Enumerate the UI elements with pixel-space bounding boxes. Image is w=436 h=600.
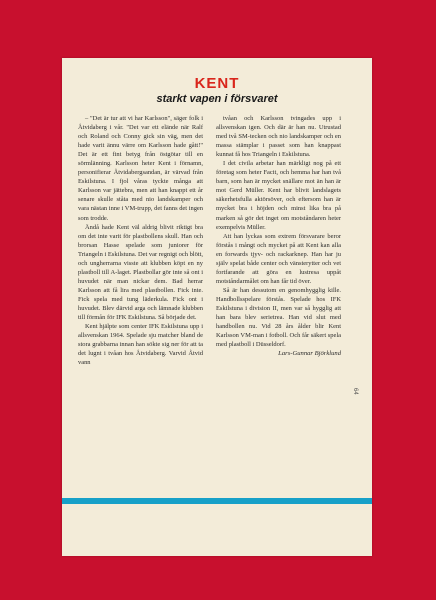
right-paragraph-2: I det civila arbetar han märkligt nog på ett företag som heter Facit, och hemma har han två barn, som han är mycket snällare mot än han är mot Gerd Müller. Kent har blivit landslagets säkerhetsfulla aktörsöver, och eftersom han är mycket bra i höjden och minst lika bra på marken så gör det inget om motståndaren heter exempelvis Müller.	[216, 160, 341, 231]
left-paragraph-3: Kent hjälpte som center IFK Eskilstuna upp i allsvenskan 1964. Spelade sju matcher bland de stora grabbarna innan han sökte sig ner för att ta det lugnt i tvåan hos Åtvidaberg. Varvid Åtvid vann	[78, 323, 203, 367]
left-column	[78, 114, 203, 367]
article-subtitle: starkt vapen i försvaret	[156, 93, 278, 105]
article-title: KENT	[194, 75, 240, 92]
blue-stripe	[62, 498, 372, 504]
left-paragraph-2: Ändå hade Kent väl aldrig blivit riktigt bra om det inte varit för plastbollens skull. Han och brorsan Hasse spelade som juniorer för Triangeln i Eskilstuna. Det var regnigt och blött, och ungherrarna visste att klubben köpt en ny plastboll till A-laget. Plastbollar gör inte så ont i huvudet när man nickar dem. Bad herrar Karlsson att få lira med plastbollen. Fick inte. Fick spela med tung läderkula. Fick ont i huvudet. Blev därvid arga och lämnade klubben till förmån för IFK Eskilstuna. Så började det.	[78, 223, 203, 322]
left-paragraph-1: – "Det är tur att vi har Karlsson", säger folk i Åtvidaberg i vår. "Det var ett elände när Ralf och Roland och Conny gick sin väg, men det hade varit ännu värre om Karlsson hade gått!" Det är ett fint betyg från östgötar till en sörmlänning. Karlsson heter Kent i förnamn, personifierar Åtvidabergsandan, är värvad från Eskilstuna. I fjol våras tyckte många att Karlsson var jättebra, men att han knappt ett år senare skulle ståta med nio landskamper och vara nästan inne i VM-trupp, det fanns det ingen som trodde.	[78, 115, 203, 222]
author-signature: Lars-Gunnar Björklund	[278, 350, 341, 358]
right-paragraph-1: tvåan och Karlsson tvingades upp i allsvenskan igen. Och där är han nu. Utrustad med två SM-tecken och nio landskamper och en massa stämplar i passet som han knappast kunnat få hos Triangeln i Eskilstuna.	[216, 115, 341, 159]
magazine-page	[62, 58, 372, 556]
page-number: 64	[352, 388, 358, 395]
right-paragraph-3: Att han lyckas som extrem försvarare beror förstås i mångt och mycket på att Kent kan alla en forwards tjyv- och rackarknep. Han har ju själv spelat både center och vänsterytter och vet fortfarande att göra en lustresa uppåt motståndarmålet om han får tid över.	[216, 232, 341, 285]
right-column	[216, 114, 341, 358]
right-paragraph-4: Så är han dessutom en genomhygglig kille. Handbollsspelare förstås. Spelade hos IFK Eskilstuna i division II, men var så hygglig att han bara blev serietrea. Han vid slut med handbollen nu. Vid 28 års ålder blir Kent Karlsson VM-man i fotboll. Och får säkert spela med plastboll i Düsseldorf.	[216, 286, 341, 349]
